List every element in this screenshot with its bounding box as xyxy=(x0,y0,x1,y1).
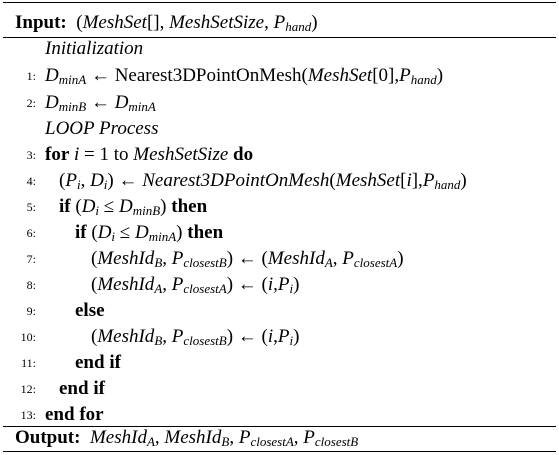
algo-line-3: 3: for i = 1 to MeshSetSize do xyxy=(3,141,556,169)
line-number: 2: xyxy=(26,96,36,110)
kw-else: else xyxy=(75,300,105,321)
kw-if: if xyxy=(75,222,87,243)
output-label: Output: xyxy=(15,427,81,448)
line-number: 5: xyxy=(26,200,36,214)
algo-line-9 xyxy=(3,297,556,325)
input-label: Input: xyxy=(15,12,67,33)
line-number: 8: xyxy=(26,278,36,292)
algo-line-2: 2: $D_{minB}$ ← $D_{minA}$ xyxy=(3,89,556,117)
init-comment: Initialization xyxy=(45,38,144,59)
line-number: 12: xyxy=(20,382,36,396)
loop-comment: LOOP Process xyxy=(45,118,159,139)
algo-line-6: 6: if $(D_i \le D_{minA})$ then xyxy=(3,219,556,247)
fn-nearest-1: Nearest3DPointOnMesh xyxy=(114,65,302,86)
line-number: 13: xyxy=(20,408,36,422)
line-number: 10: xyxy=(20,330,36,344)
kw-end-if-outer: end if xyxy=(59,378,105,399)
fn-nearest-2: Nearest3DPointOnMesh xyxy=(142,170,330,191)
line-number: 6: xyxy=(26,226,36,240)
input-line: Input: (MeshSet[], MeshSetSize, $P_{hand}$) xyxy=(15,12,318,34)
line-number: 3: xyxy=(26,148,36,162)
kw-then: then xyxy=(171,196,208,217)
kw-end-if-inner: end if xyxy=(75,352,121,373)
kw-if: if xyxy=(59,196,71,217)
algo-line-5: 5: if $(D_i \le D_{minB})$ then xyxy=(3,193,556,221)
algo-line-12 xyxy=(3,375,556,403)
algo-line-10: 10: (MeshId$_B$, $P_{closestB}$) ← $(i,P_i)$ xyxy=(3,323,556,351)
algo-line-1: 1: $D_{minA}$ ← $Nearest3DPointOnMesh(MeshSet[0],P_{hand})$ xyxy=(3,62,556,90)
kw-do: do xyxy=(233,144,254,165)
header-separator xyxy=(3,37,556,38)
algorithm-box xyxy=(3,2,556,452)
kw-then: then xyxy=(187,222,224,243)
loop-comment-line xyxy=(3,115,556,143)
line-number: 9: xyxy=(26,304,36,318)
algo-line-11 xyxy=(3,349,556,377)
algo-line-7: 7: (MeshId$_B$, $P_{closestB}$) ← (MeshId$_A$, $P_{closestA}$) xyxy=(3,245,556,273)
line-number: 4: xyxy=(26,174,36,188)
kw-end-for: end for xyxy=(45,404,104,425)
line-number: 11: xyxy=(21,356,36,370)
output-line: Output: MeshId$_A$, MeshId$_B$, $P_{closestA}$, $P_{closestB}$ xyxy=(15,427,359,449)
init-comment-line xyxy=(3,35,556,63)
line-number: 1: xyxy=(26,69,36,83)
line-number: 7: xyxy=(26,252,36,266)
algo-line-4: 4: ($P_i$, $D_i$) ← $Nearest3DPointOnMesh(MeshSet[i],P_{hand})$ xyxy=(3,167,556,195)
kw-for: for xyxy=(45,144,70,165)
footer-separator xyxy=(3,426,556,427)
algo-line-8: 8: (MeshId$_A$, $P_{closestA}$) ← $(i,P_i)$ xyxy=(3,271,556,299)
